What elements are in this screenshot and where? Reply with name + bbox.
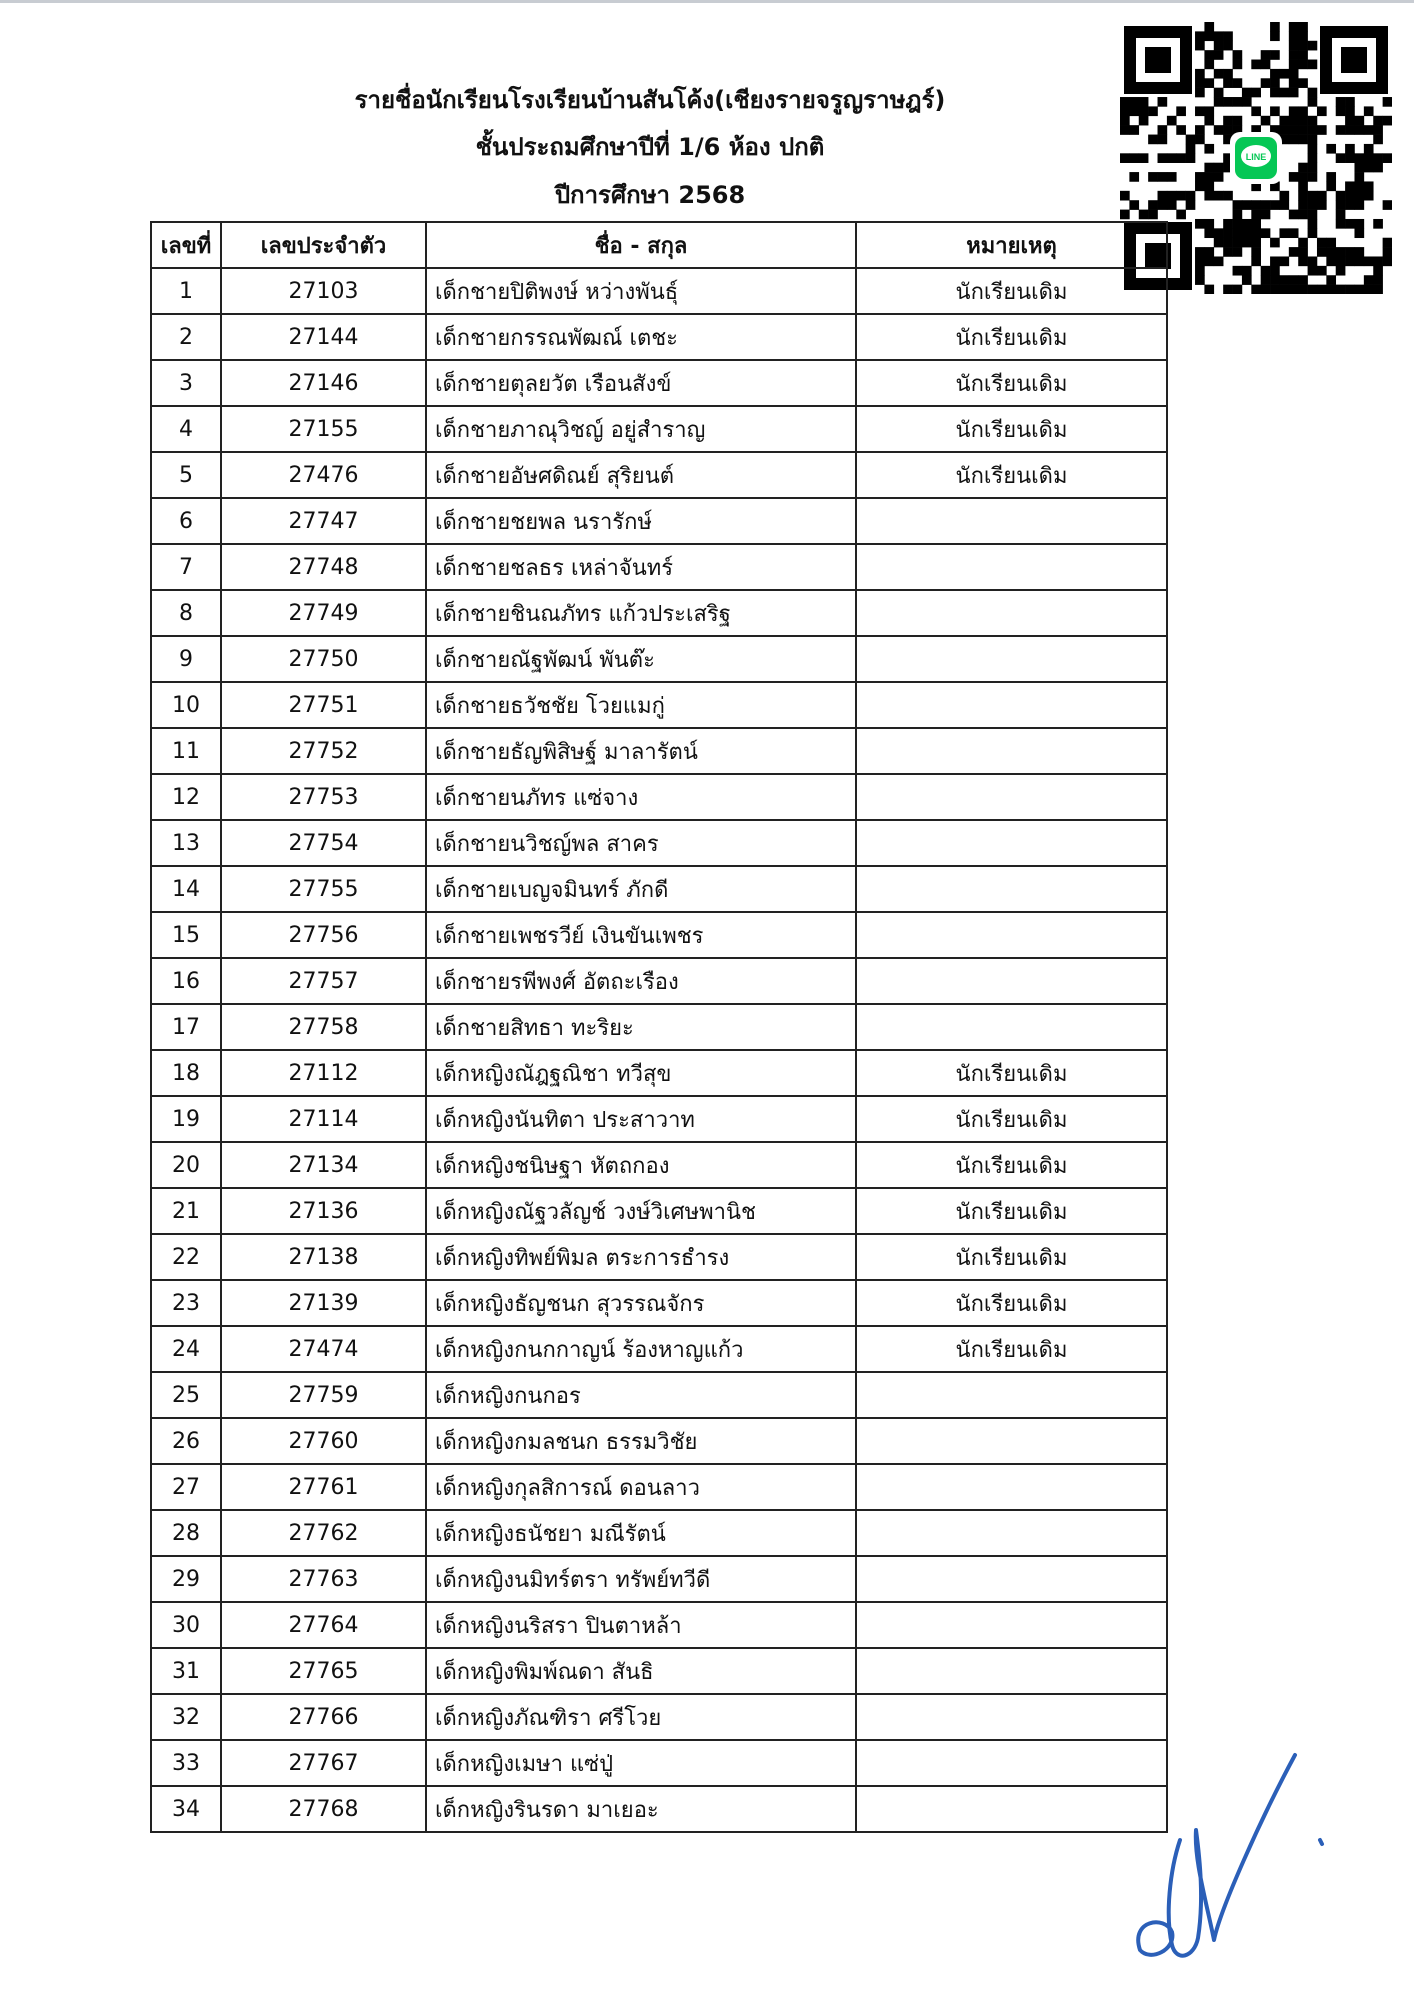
student-name: เด็กหญิงณัฐวลัญช์ วงษ์วิเศษพานิช [426, 1188, 856, 1234]
student-name: เด็กชายปิติพงษ์ หว่างพันธุ์ [426, 268, 856, 314]
row-number: 26 [151, 1418, 221, 1464]
table-row [151, 498, 1167, 544]
row-number: 15 [151, 912, 221, 958]
row-number: 8 [151, 590, 221, 636]
student-id: 27765 [221, 1648, 426, 1694]
table-row [151, 774, 1167, 820]
scan-edge-line [0, 0, 1414, 3]
table-row [151, 1096, 1167, 1142]
row-number: 3 [151, 360, 221, 406]
student-id: 27155 [221, 406, 426, 452]
student-id: 27756 [221, 912, 426, 958]
academic-year: ปีการศึกษา 2568 [554, 181, 746, 209]
student-name: เด็กหญิงภัณฑิรา ศรีโวย [426, 1694, 856, 1740]
table-row [151, 1050, 1167, 1096]
student-remark [856, 590, 1167, 636]
student-id: 27751 [221, 682, 426, 728]
student-name: เด็กหญิงกมลชนก ธรรมวิชัย [426, 1418, 856, 1464]
student-id: 27760 [221, 1418, 426, 1464]
handwritten-signature [1110, 1700, 1330, 1980]
student-name: เด็กชายรพีพงศ์ อัตถะเรือง [426, 958, 856, 1004]
table-row [151, 1648, 1167, 1694]
student-name: เด็กชายเบญจมินทร์ ภักดี [426, 866, 856, 912]
student-remark [856, 866, 1167, 912]
student-id: 27759 [221, 1372, 426, 1418]
row-number: 17 [151, 1004, 221, 1050]
table-row [151, 682, 1167, 728]
student-name: เด็กหญิงทิพย์พิมล ตระการธำรง [426, 1234, 856, 1280]
table-row [151, 452, 1167, 498]
student-id: 27755 [221, 866, 426, 912]
student-name: เด็กหญิงกุลสิการณ์ ดอนลาว [426, 1464, 856, 1510]
student-id: 27749 [221, 590, 426, 636]
student-remark: นักเรียนเดิม [856, 268, 1167, 314]
student-remark: นักเรียนเดิม [856, 1050, 1167, 1096]
row-number: 16 [151, 958, 221, 1004]
table-row [151, 314, 1167, 360]
student-id: 27761 [221, 1464, 426, 1510]
student-name: เด็กหญิงนมิทร์ตรา ทรัพย์ทวีดี [426, 1556, 856, 1602]
student-name: เด็กหญิงธนัชยา มณีรัตน์ [426, 1510, 856, 1556]
table-row [151, 1464, 1167, 1510]
row-number: 4 [151, 406, 221, 452]
student-remark: นักเรียนเดิม [856, 406, 1167, 452]
student-name: เด็กหญิงกนกอร [426, 1372, 856, 1418]
table-row [151, 1556, 1167, 1602]
row-number: 29 [151, 1556, 221, 1602]
row-number: 10 [151, 682, 221, 728]
student-remark [856, 820, 1167, 866]
student-id: 27764 [221, 1602, 426, 1648]
row-number: 27 [151, 1464, 221, 1510]
student-id: 27766 [221, 1694, 426, 1740]
student-id: 27763 [221, 1556, 426, 1602]
student-remark [856, 544, 1167, 590]
row-number: 1 [151, 268, 221, 314]
student-name: เด็กชายนภัทร แซ่จาง [426, 774, 856, 820]
row-number: 6 [151, 498, 221, 544]
student-name: เด็กชายณัฐพัฒน์ พันต๊ะ [426, 636, 856, 682]
student-name: เด็กหญิงณัฎฐณิชา ทวีสุข [426, 1050, 856, 1096]
student-id: 27767 [221, 1740, 426, 1786]
table-row [151, 1004, 1167, 1050]
table-row [151, 1694, 1167, 1740]
student-id: 27139 [221, 1280, 426, 1326]
student-name: เด็กหญิงนริสรา ปินตาหล้า [426, 1602, 856, 1648]
student-name: เด็กชายชยพล นรารักษ์ [426, 498, 856, 544]
table-row [151, 1188, 1167, 1234]
student-name: เด็กชายนวิชญ์พล สาคร [426, 820, 856, 866]
table-row [151, 1786, 1167, 1832]
student-remark: นักเรียนเดิม [856, 1188, 1167, 1234]
table-row [151, 728, 1167, 774]
table-row [151, 958, 1167, 1004]
row-number: 13 [151, 820, 221, 866]
roster-body [151, 268, 1167, 1832]
student-roster-table [150, 221, 1168, 1833]
student-remark: นักเรียนเดิม [856, 360, 1167, 406]
student-id: 27762 [221, 1510, 426, 1556]
student-id: 27134 [221, 1142, 426, 1188]
student-id: 27750 [221, 636, 426, 682]
student-name: เด็กหญิงพิมพ์ณดา สันธิ [426, 1648, 856, 1694]
header-full-name: ชื่อ - สกุล [426, 222, 856, 268]
student-id: 27136 [221, 1188, 426, 1234]
table-header-row [151, 222, 1167, 268]
student-remark [856, 498, 1167, 544]
student-remark [856, 636, 1167, 682]
row-number: 9 [151, 636, 221, 682]
table-row [151, 1326, 1167, 1372]
table-row [151, 590, 1167, 636]
student-name: เด็กชายชินณภัทร แก้วประเสริฐ [426, 590, 856, 636]
student-remark [856, 1464, 1167, 1510]
row-number: 30 [151, 1602, 221, 1648]
student-name: เด็กชายอัษศดิณย์ สุริยนต์ [426, 452, 856, 498]
student-remark: นักเรียนเดิม [856, 1234, 1167, 1280]
row-number: 18 [151, 1050, 221, 1096]
student-id: 27768 [221, 1786, 426, 1832]
row-number: 14 [151, 866, 221, 912]
row-number: 20 [151, 1142, 221, 1188]
student-name: เด็กชายกรรณพัฒณ์ เตชะ [426, 314, 856, 360]
student-id: 27474 [221, 1326, 426, 1372]
header-no: เลขที่ [151, 222, 221, 268]
student-name: เด็กหญิงนันทิตา ประสาวาท [426, 1096, 856, 1142]
student-name: เด็กหญิงกนกกาญน์ ร้องหาญแก้ว [426, 1326, 856, 1372]
student-remark [856, 1004, 1167, 1050]
student-id: 27112 [221, 1050, 426, 1096]
header-remark: หมายเหตุ [856, 222, 1167, 268]
student-remark [856, 728, 1167, 774]
row-number: 7 [151, 544, 221, 590]
student-id: 27752 [221, 728, 426, 774]
student-name: เด็กชายธัญพิสิษฐ์ มาลารัตน์ [426, 728, 856, 774]
table-row [151, 636, 1167, 682]
table-row [151, 820, 1167, 866]
student-name: เด็กหญิงธัญชนก สุวรรณจักร [426, 1280, 856, 1326]
row-number: 21 [151, 1188, 221, 1234]
student-id: 27144 [221, 314, 426, 360]
table-row [151, 1602, 1167, 1648]
row-number: 33 [151, 1740, 221, 1786]
table-row [151, 268, 1167, 314]
student-remark [856, 774, 1167, 820]
row-number: 25 [151, 1372, 221, 1418]
student-name: เด็กชายตุลยวัต เรือนสังข์ [426, 360, 856, 406]
table-row [151, 1740, 1167, 1786]
student-remark [856, 958, 1167, 1004]
student-id: 27758 [221, 1004, 426, 1050]
row-number: 34 [151, 1786, 221, 1832]
student-name: เด็กชายสิทธา ทะริยะ [426, 1004, 856, 1050]
row-number: 28 [151, 1510, 221, 1556]
student-id: 27103 [221, 268, 426, 314]
row-number: 19 [151, 1096, 221, 1142]
row-number: 5 [151, 452, 221, 498]
document-title: รายชื่อนักเรียนโรงเรียนบ้านสันโค้ง(เชียงรายจรูญราษฎร์) [354, 86, 946, 114]
row-number: 24 [151, 1326, 221, 1372]
line-logo-text: LINE [1245, 152, 1267, 162]
row-number: 32 [151, 1694, 221, 1740]
row-number: 31 [151, 1648, 221, 1694]
student-id: 27757 [221, 958, 426, 1004]
table-row [151, 360, 1167, 406]
table-row [151, 1510, 1167, 1556]
table-row [151, 1234, 1167, 1280]
student-remark [856, 1372, 1167, 1418]
line-logo-icon [1230, 132, 1282, 184]
student-id: 27754 [221, 820, 426, 866]
student-remark [856, 1648, 1167, 1694]
table-row [151, 1280, 1167, 1326]
student-id: 27747 [221, 498, 426, 544]
student-name: เด็กหญิงรินรดา มาเยอะ [426, 1786, 856, 1832]
student-id: 27138 [221, 1234, 426, 1280]
table-row [151, 406, 1167, 452]
row-number: 2 [151, 314, 221, 360]
student-remark [856, 682, 1167, 728]
class-subtitle: ชั้นประถมศึกษาปีที่ 1/6 ห้อง ปกติ [475, 133, 825, 161]
header-student-id: เลขประจำตัว [221, 222, 426, 268]
student-name: เด็กชายชลธร เหล่าจันทร์ [426, 544, 856, 590]
student-remark [856, 1556, 1167, 1602]
table-row [151, 1372, 1167, 1418]
student-name: เด็กหญิงเมษา แซ่ปู่ [426, 1740, 856, 1786]
student-id: 27753 [221, 774, 426, 820]
student-remark: นักเรียนเดิม [856, 452, 1167, 498]
student-name: เด็กหญิงชนิษฐา หัตถกอง [426, 1142, 856, 1188]
student-remark: นักเรียนเดิม [856, 1142, 1167, 1188]
student-remark [856, 912, 1167, 958]
table-row [151, 544, 1167, 590]
row-number: 23 [151, 1280, 221, 1326]
table-row [151, 866, 1167, 912]
table-row [151, 912, 1167, 958]
student-id: 27146 [221, 360, 426, 406]
student-name: เด็กชายเพชรวีย์ เงินขันเพชร [426, 912, 856, 958]
student-remark [856, 1602, 1167, 1648]
student-id: 27476 [221, 452, 426, 498]
student-remark [856, 1510, 1167, 1556]
student-remark [856, 1418, 1167, 1464]
student-remark: นักเรียนเดิม [856, 1280, 1167, 1326]
student-remark: นักเรียนเดิม [856, 1326, 1167, 1372]
table-row [151, 1418, 1167, 1464]
student-name: เด็กชายภาณุวิชญ์ อยู่สำราญ [426, 406, 856, 452]
student-id: 27748 [221, 544, 426, 590]
student-remark: นักเรียนเดิม [856, 314, 1167, 360]
row-number: 11 [151, 728, 221, 774]
row-number: 12 [151, 774, 221, 820]
student-id: 27114 [221, 1096, 426, 1142]
row-number: 22 [151, 1234, 221, 1280]
table-row [151, 1142, 1167, 1188]
student-remark: นักเรียนเดิม [856, 1096, 1167, 1142]
student-name: เด็กชายธวัชชัย โวยแมกู่ [426, 682, 856, 728]
